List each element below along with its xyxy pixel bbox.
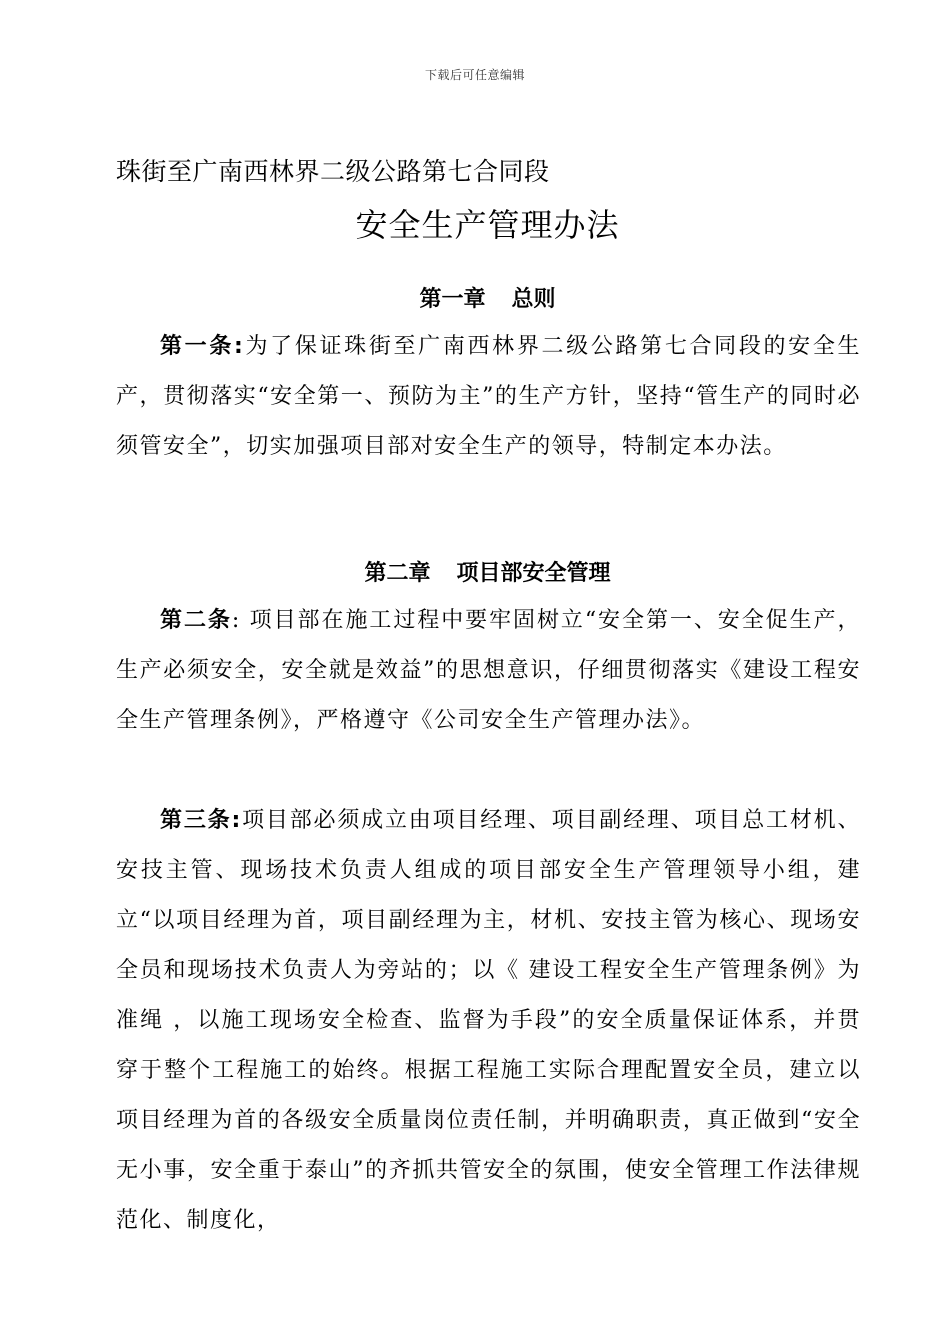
chapter-1-heading — [0, 282, 950, 313]
article-1 — [116, 322, 861, 472]
chapter-1-name: 总则 — [511, 287, 556, 312]
article-1-text: 为了保证珠街至广南西林界二级公路第七合同段的安全生产，贯彻落实“安全第一、预防为主”的生产方针，坚持“管生产的同时必须管安全”，切实加强项目部对安全生产的领导，特制定本办法。 — [116, 334, 861, 459]
chapter-2-number: 第二章 — [364, 561, 431, 586]
chapter-2-name: 项目部安全管理 — [456, 561, 611, 586]
article-3-text: 项目部必须成立由项目经理、项目副经理、项目总工材机、安技主管、现场技术负责人组成的项目部安全生产管理领导小组，建立“以项目经理为首，项目副经理为主，材机、安技主管为核心、现场安全员和现场技术负责人为旁站的；以《 建设工程安全生产管理条例》为准绳 ，以施工现场安全检查、监督为手段”的安全质量保证体系，并贯穿于整个工程施工的始终。根据工程施工实际合理配置安全员，建立以项目经理为首的各级安全质量岗位责任制，并明确职责，真正做到“安全无小事，安全重于泰山”的齐抓共管安全的氛围，使安全管理工作法律规范化、制度化， — [116, 808, 861, 1233]
header-note: 下载后可任意编辑 — [424, 68, 525, 82]
chapter-2-heading — [0, 556, 950, 587]
article-3 — [116, 796, 861, 1246]
document-subtitle: 珠街至广南西林界二级公路第七合同段 — [116, 157, 550, 186]
document-title: 安全生产管理办法 — [355, 206, 620, 244]
article-2 — [116, 596, 861, 746]
article-1-label: 第一条: — [160, 334, 245, 359]
chapter-1-number: 第一章 — [419, 287, 486, 312]
article-3-label: 第三条: — [160, 808, 242, 833]
article-2-label: 第二条 — [160, 608, 232, 633]
article-2-text: : 项目部在施工过程中要牢固树立“安全第一、安全促生产，生产必须安全，安全就是效益”的思想意识，仔细贯彻落实《建设工程安全生产管理条例》，严格遵守《公司安全生产管理办法》。 — [116, 608, 861, 733]
